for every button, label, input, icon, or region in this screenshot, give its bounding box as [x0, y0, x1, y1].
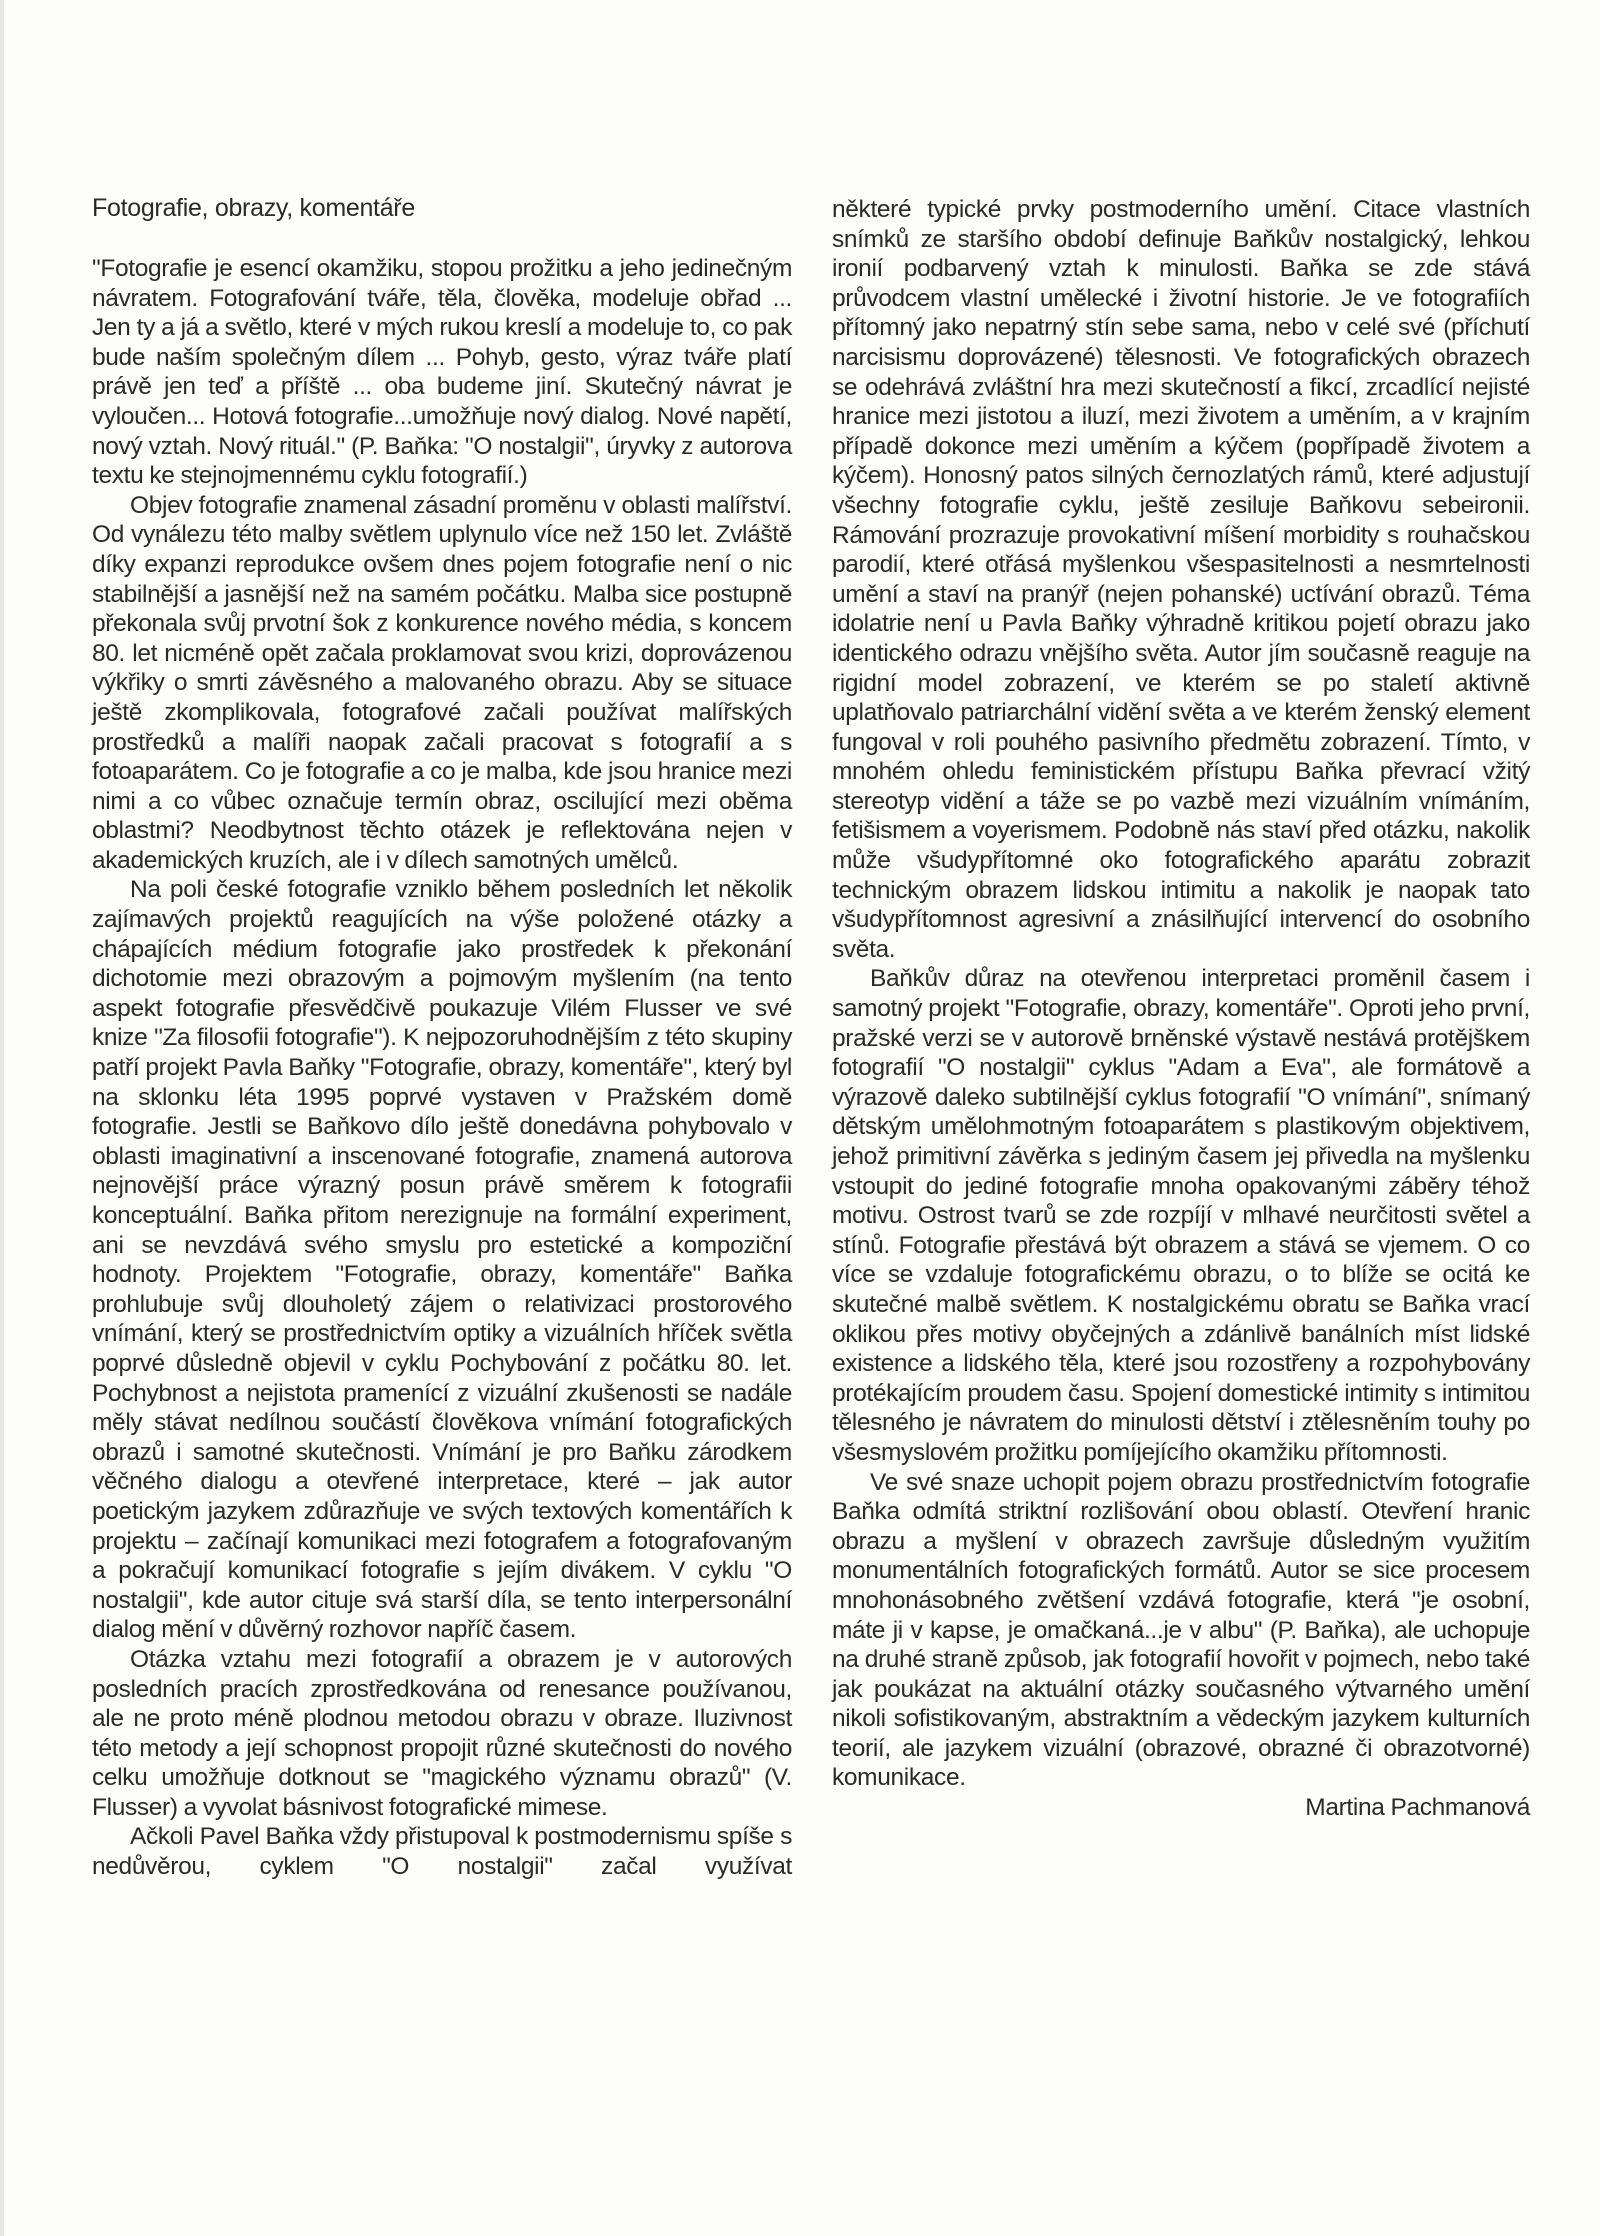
left-column	[92, 254, 792, 1882]
body-paragraph: Baňkův důraz na otevřenou interpretaci proměnil časem i samotný projekt "Fotografie, obrazy, komentáře". Oproti jeho první, pražské verzi se v autorově brněnské výstavě nestává protějškem fotografií "O nostalgii" cyklus "Adam a Eva", ale formátově a výrazově daleko subtilnější cyklus fotografií "O vnímání", snímaný dětským umělohmotným fotoaparátem s plastikovým objektivem, jehož primitivní závěrka s jediným časem jej přivedla na myšlenku vstoupit do jediné fotografie mnoha opakovanými záběry téhož motivu. Ostrost tvarů se zde rozpíjí v mlhavé neurčitosti světel a stínů. Fotografie přestává být obrazem a stává se vjemem. O co více se vzdaluje fotografickému obrazu, o to blíže se ocitá ke skutečné malbě světlem. K nostalgickému obratu se Baňka vrací oklikou přes motivy obyčejných a zdánlivě banálních míst lidské existence a lidského těla, které jsou rozostřeny a rozpohybovány protékajícím proudem času. Spojení domestické intimity s intimitou tělesného je návratem do minulosti dětství i ztělesněním touhy po všesmyslovém prožitku pomíjejícího okamžiku přítomnosti.	[832, 965, 1530, 1466]
body-paragraph: Otázka vztahu mezi fotografií a obrazem je v autorových posledních pracích zprostředkována od renesance používanou, ale ne proto méně plodnou metodou obrazu v obraze. Iluzivnost této metody a její schopnost propojit různé skutečnosti do nového celku umožňuje dotknout se "magického významu obrazů" (V. Flusser) a vyvolat básnivost fotografické mimese.	[92, 1645, 792, 1821]
right-column	[832, 195, 1530, 1823]
body-paragraph: Ve své snaze uchopit pojem obrazu prostřednictvím fotografie Baňka odmítá striktní rozlišování obou oblastí. Otevření hranic obrazu a myšlení v obrazech završuje důsledným využitím monumentálních fotografických formátů. Autor se sice procesem mnohonásobného zvětšení vzdává fotografie, která "je osobní, máte ji v kapse, je omačkaná...je v albu" (P. Baňka), ale uchopuje na druhé straně způsob, jak fotografií hovořit v pojmech, nebo také jak poukázat na aktuální otázky současného výtvarného umění nikoli sofistikovaným, abstraktním a vědeckým jazykem kulturních teorií, ale jazykem vizuální (obrazové, obrazné či obrazotvorné) komunikace.	[832, 1468, 1530, 1792]
body-paragraph-continued: některé typické prvky postmoderního umění. Citace vlastních snímků ze staršího období definuje Baňkův nostalgický, lehkou ironií podbarvený vztah k minulosti. Baňka se zde stává průvodcem vlastní umělecké i životní historie. Je ve fotografiích přítomný jako nepatrný stín sebe sama, nebo v celé své (příchutí narcisismu doprovázené) tělesnosti. Ve fotografických obrazech se odehrává zvláštní hra mezi skutečností a fikcí, zrcadlící nejisté hranice mezi jistotou a iluzí, mezi životem a uměním, a v krajním případě dokonce mezi uměním a kýčem (popřípadě životem a kýčem). Honosný patos silných černozlatých rámů, které adjustují všechny fotografie cyklu, ještě zesiluje Baňkovu sebeironii. Rámování prozrazuje provokativní míšení morbidity s rouhačskou parodií, které otřásá myšlenkou všespasitelnosti a nesmrtelnosti umění a staví na pranýř (nejen pohanské) uctívání obrazů. Téma idolatrie není u Pavla Baňky výhradně kritikou pojetí obrazu jako identického odrazu vnějšího světa. Autor jím současně reaguje na rigidní model zobrazení, ve kterém se po staletí aktivně uplatňovalo patriarchální vidění světa a ve kterém ženský element fungoval v roli pouhého pasivního předmětu zobrazení. Tímto, v mnohém ohledu feministickém přístupu Baňka převrací vžitý stereotyp vidění a táže se po vazbě mezi vizuálním vnímáním, fetišismem a voyerismem. Podobně nás staví před otázku, nakolik může všudypřítomné oko fotografického aparátu zobrazit technickým obrazem lidskou intimitu a nakolik je naopak tato všudypřítomnost agresivní a znásilňující intervencí do osobního světa.	[832, 196, 1530, 963]
body-paragraph: Na poli české fotografie vzniklo během posledních let několik zajímavých projektů reagujících na výše položené otázky a chápajících médium fotografie jako prostředek k překonání dichotomie mezi obrazovým a pojmovým myšlením (na tento aspekt fotografie přesvědčivě poukazuje Vilém Flusser ve své knize "Za filosofii fotografie"). K nejpozoruhodnějším z této skupiny patří projekt Pavla Baňky "Fotografie, obrazy, komentáře", který byl na sklonku léta 1995 poprvé vystaven v Pražském domě fotografie. Jestli se Baňkovo dílo ještě donedávna pohybovalo v oblasti imaginativní a inscenované fotografie, znamená autorova nejnovější práce výrazný posun právě směrem k fotografii konceptuální. Baňka přitom nerezignuje na formální experiment, ani se nevzdává svého smyslu pro estetické a kompoziční hodnoty. Projektem "Fotografie, obrazy, komentáře" Baňka prohlubuje svůj dlouholetý zájem o relativizaci prostorového vnímání, který se prostřednictvím optiky a vizuálních hříček světla poprvé důsledně objevil v cyklu Pochybování z počátku 80. let. Pochybnost a nejistota pramenící z vizuální zkušenosti se nadále měly stávat nedílnou součástí člověkova vnímání fotografických obrazů i samotné skutečnosti. Vnímání je pro Baňku zárodkem věčného dialogu a otevřené interpretace, které – jak autor poetickým jazykem zdůrazňuje ve svých textových komentářích k projektu – začínají komunikaci mezi fotografem a fotografovaným a pokračují komunikací fotografie s jejím divákem. V cyklu "O nostalgii", kde autor cituje svá starší díla, se tento interpersonální dialog mění v důvěrný rozhovor napříč časem.	[92, 876, 792, 1644]
quote-paragraph: "Fotografie je esencí okamžiku, stopou prožitku a jeho jedinečným návratem. Fotografování tváře, těla, člověka, modeluje obřad ... Jen ty a já a světlo, které v mých rukou kreslí a modeluje to, co pak bude naším společným dílem ... Pohyb, gesto, výraz tváře platí právě jen teď a příště ... oba budeme jiní. Skutečný návrat je vyloučen... Hotová fotografie...umožňuje nový dialog. Nové napětí, nový vztah. Nový rituál." (P. Baňka: "O nostalgii", úryvky z autorova textu ke stejnojmennému cyklu fotografií.)	[92, 255, 792, 490]
body-paragraph: Ačkoli Pavel Baňka vždy přistupoval k postmodernismu spíše s nedůvěrou, cyklem "O nostalgii" začal využívat	[92, 1823, 792, 1881]
article-title: Fotografie, obrazy, komentáře	[92, 194, 415, 222]
author-signature: Martina Pachmanová	[1305, 1794, 1530, 1822]
scan-edge	[0, 0, 4, 2236]
body-paragraph: Objev fotografie znamenal zásadní proměnu v oblasti malířství. Od vynálezu této malby světlem uplynulo více než 150 let. Zvláště díky expanzi reprodukce ovšem dnes pojem fotografie není o nic stabilnější a jasnější než na samém počátku. Malba sice postupně překonala svůj prvotní šok z konkurence nového média, s koncem 80. let nicméně opět začala proklamovat svou krizi, doprovázenou výkřiky o smrti závěsného a malovaného obrazu. Aby se situace ještě zkomplikovala, fotografové začali používat malířských prostředků a malíři naopak začali pracovat s fotografií a s fotoaparátem. Co je fotografie a co je malba, kde jsou hranice mezi nimi a co vůbec označuje termín obraz, oscilující mezi oběma oblastmi? Neodbytnost těchto otázek je reflektována nejen v akademických kruzích, ale i v dílech samotných umělců.	[92, 491, 792, 874]
